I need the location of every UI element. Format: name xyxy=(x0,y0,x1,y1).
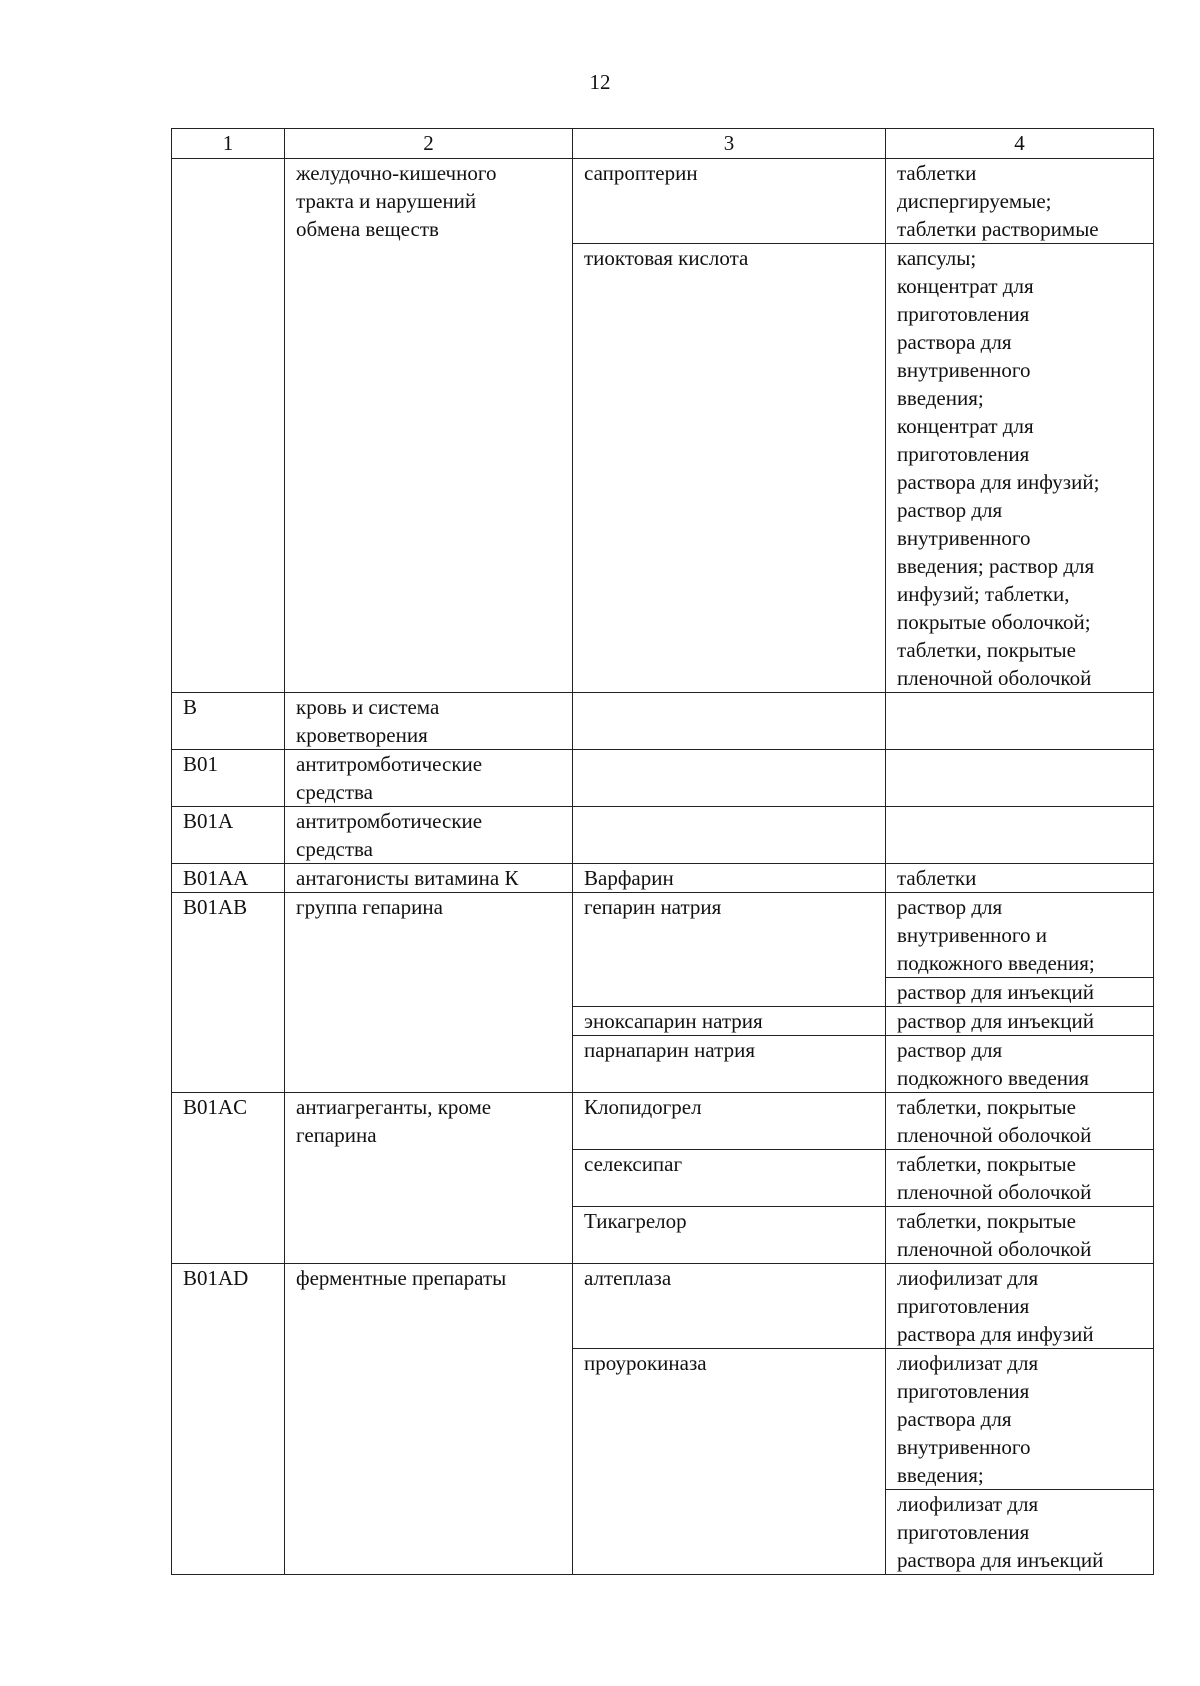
header-col-4: 4 xyxy=(886,129,1154,159)
drug-name-cell xyxy=(573,693,886,750)
dosage-form-cell: лиофилизат для приготовления раствора для внутривенного введения; xyxy=(886,1349,1154,1490)
drug-table xyxy=(171,128,1154,1575)
drug-name-cell xyxy=(573,807,886,864)
dosage-form-cell: раствор для внутривенного и подкожного введения; xyxy=(886,893,1154,978)
header-col-1: 1 xyxy=(172,129,285,159)
table-row xyxy=(172,893,1154,978)
dosage-form-cell: лиофилизат для приготовления раствора для инъекций xyxy=(886,1490,1154,1575)
dosage-form-cell xyxy=(886,693,1154,750)
atc-code-cell: B01 xyxy=(172,750,285,807)
dosage-form-cell: лиофилизат для приготовления раствора для инфузий xyxy=(886,1264,1154,1349)
header-col-2: 2 xyxy=(285,129,573,159)
drug-name-cell: гепарин натрия xyxy=(573,893,886,1007)
atc-code-cell: B01A xyxy=(172,807,285,864)
atc-code-cell: B01AA xyxy=(172,864,285,893)
dosage-form-cell: раствор для инъекций xyxy=(886,1007,1154,1036)
group-name-cell: группа гепарина xyxy=(285,893,573,1093)
atc-code-cell: B01AC xyxy=(172,1093,285,1264)
header-col-3: 3 xyxy=(573,129,886,159)
drug-name-cell: Клопидогрел xyxy=(573,1093,886,1150)
group-name-cell: антиагреганты, кроме гепарина xyxy=(285,1093,573,1264)
atc-code-cell: B xyxy=(172,693,285,750)
drug-name-cell: тиоктовая кислота xyxy=(573,244,886,693)
drug-name-cell: алтеплаза xyxy=(573,1264,886,1349)
dosage-form-cell: таблетки, покрытые пленочной оболочкой xyxy=(886,1207,1154,1264)
table-row xyxy=(172,1093,1154,1150)
group-name-cell: ферментные препараты xyxy=(285,1264,573,1575)
table-row xyxy=(172,864,1154,893)
group-name-cell: антитромботические средства xyxy=(285,750,573,807)
dosage-form-cell: таблетки диспергируемые; таблетки растворимые xyxy=(886,159,1154,244)
table-row xyxy=(172,159,1154,244)
dosage-form-cell: таблетки, покрытые пленочной оболочкой xyxy=(886,1150,1154,1207)
group-name-cell: антитромботические средства xyxy=(285,807,573,864)
table-row xyxy=(172,693,1154,750)
drug-name-cell: эноксапарин натрия xyxy=(573,1007,886,1036)
table-row xyxy=(172,807,1154,864)
drug-name-cell: Варфарин xyxy=(573,864,886,893)
dosage-form-cell: таблетки xyxy=(886,864,1154,893)
group-name-cell: желудочно-кишечного тракта и нарушений обмена веществ xyxy=(285,159,573,693)
drug-name-cell: селексипаг xyxy=(573,1150,886,1207)
group-name-cell: антагонисты витамина К xyxy=(285,864,573,893)
drug-name-cell xyxy=(573,750,886,807)
dosage-form-cell: раствор для подкожного введения xyxy=(886,1036,1154,1093)
dosage-form-cell: раствор для инъекций xyxy=(886,978,1154,1007)
atc-code-cell: B01AB xyxy=(172,893,285,1093)
drug-name-cell: парнапарин натрия xyxy=(573,1036,886,1093)
drug-name-cell: проурокиназа xyxy=(573,1349,886,1575)
table-body xyxy=(172,159,1154,1575)
atc-code-cell: B01AD xyxy=(172,1264,285,1575)
dosage-form-cell xyxy=(886,807,1154,864)
table-header xyxy=(172,129,1154,159)
dosage-form-cell xyxy=(886,750,1154,807)
group-name-cell: кровь и система кроветворения xyxy=(285,693,573,750)
table-row xyxy=(172,1264,1154,1349)
atc-code-cell xyxy=(172,159,285,693)
header-row xyxy=(172,129,1154,159)
drug-name-cell: Тикагрелор xyxy=(573,1207,886,1264)
dosage-form-cell: таблетки, покрытые пленочной оболочкой xyxy=(886,1093,1154,1150)
dosage-form-cell: капсулы; концентрат для приготовления раствора для внутривенного введения; концентрат для приготовления раствора для инфузий; раствор для внутривенного введения; раствор для инфузий; таблетки, покрытые оболочкой; таблетки, покрытые пленочной оболочкой xyxy=(886,244,1154,693)
page-number: 12 xyxy=(589,70,611,94)
drug-name-cell: сапроптерин xyxy=(573,159,886,244)
table-row xyxy=(172,750,1154,807)
